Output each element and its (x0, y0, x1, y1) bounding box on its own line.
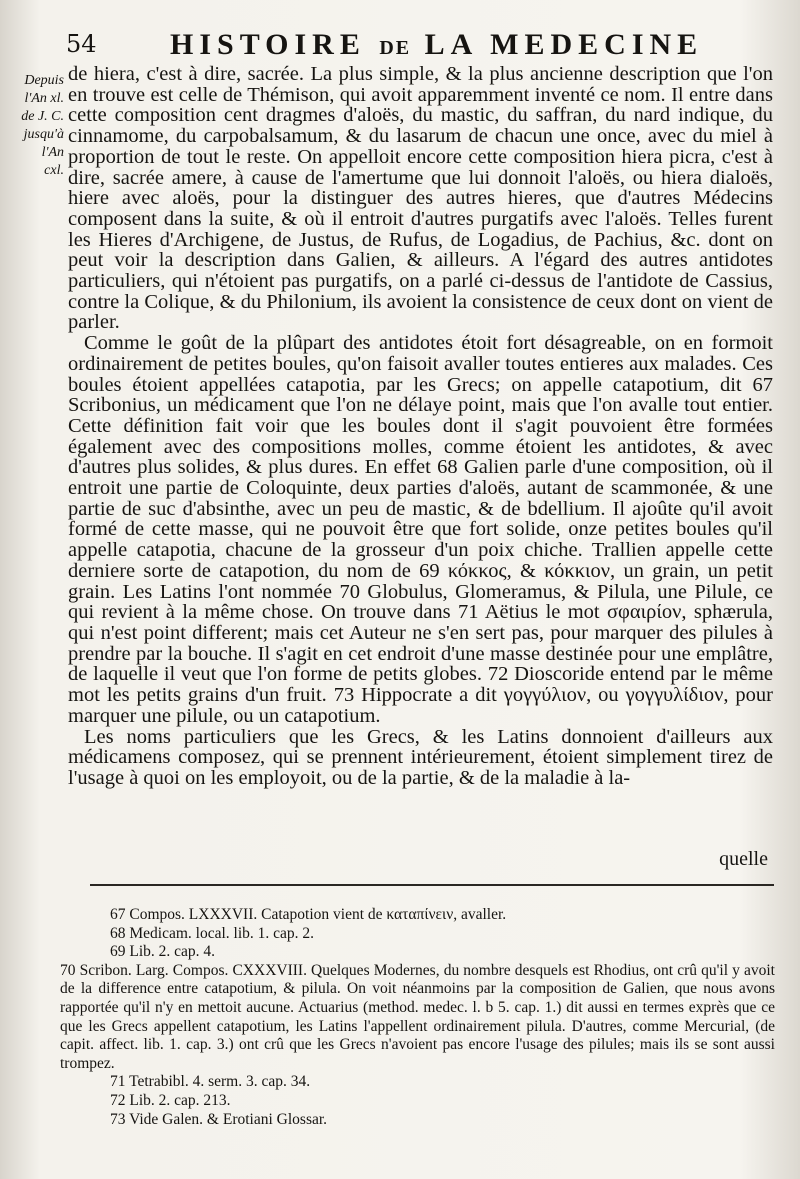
marginal-note-line: l'An (41, 145, 64, 160)
catchword: quelle (719, 848, 768, 870)
body-paragraph: Les noms particuliers que les Grecs, & les Latins donnoient d'ailleurs aux médicamens composez, qui se prennent intérieurement, étoient simplement tirez de l'usage à quoi on les employoit, ou de la partie, & de la maladie à la- (68, 725, 773, 789)
footnote: 69 Lib. 2. cap. 4. (110, 943, 216, 961)
running-title-part2: LA MEDECINE (424, 28, 704, 61)
marginal-note-line: de J. C. (21, 109, 64, 124)
footnote: 67 Compos. LXXXVII. Catapotion vient de καταπίνειν, avaller. (110, 906, 507, 923)
footnote: 70 Scribon. Larg. Compos. CXXXVIII. Quelques Modernes, du nombre desquels est Rhodius, ont crû qu'il y avoit de la difference entre catapotium, & pilula. On voit néanmoins par la composition de Galien, que nous avons rapportée qu'il n'y en mettoit aucune. Actuarius (method. medec. l. b 5. cap. 1.) dit aussi en termes exprès que ce que les Grecs appellent catapotium, les Latins l'appellent ordinairement pilula. D'autres, comme Mercurial, (de capit. affect. lib. 1. cap. 3.) ont crû que les Grecs n'avoient pas encore l'usage des pilules; mais ils se sont aussi trompez. (60, 961, 775, 1072)
footnote-divider (90, 884, 774, 886)
running-title (170, 28, 703, 62)
marginal-note-line: l'An xl. (24, 91, 64, 106)
running-title-small: DE (379, 37, 412, 59)
marginal-note (2, 72, 64, 180)
marginal-note-line: Depuis (24, 73, 64, 88)
footnote: 71 Tetrabibl. 4. serm. 3. cap. 34. (110, 1073, 311, 1091)
footnotes (60, 906, 775, 1129)
page-number: 54 (66, 30, 97, 58)
footnote: 72 Lib. 2. cap. 213. (110, 1091, 231, 1109)
footnote: 73 Vide Galen. & Erotiani Glossar. (110, 1110, 328, 1128)
footnote: 68 Medicam. local. lib. 1. cap. 2. (110, 924, 315, 942)
page-header (60, 28, 760, 68)
marginal-note-line: jusqu'à (23, 127, 64, 142)
marginal-note-line: cxl. (44, 163, 64, 178)
main-text (68, 64, 773, 789)
running-title-part1: HISTOIRE (170, 28, 366, 61)
body-paragraph: de hiera, c'est à dire, sacrée. La plus simple, & la plus ancienne description que l'on en trouve est celle de Thémison, qui avoit apparemment inventé ce nom. Il entre dans cette composition cent dragmes d'aloës, du mastic, du saffran, du nard indique, du cinnamome, du carpobalsamum, & du lasarum de chacun une once, avec du miel à proportion de tout le reste. On appelloit encore cette composition hiera picra, c'est à dire, sacrée amere, à cause de l'amertume que lui donnoit l'aloës, ou hiera dialoës, hiere avec aloës, pour la distinguer des autres hieres, que d'autres Médecins composent dans la suite, & où il entroit d'autres purgatifs avec l'aloës. Telles furent les Hieres d'Archigene, de Justus, de Rufus, de Logadius, de Pachius, &c. dont on peut voir la description dans Galien, & ailleurs. A l'égard des autres antidotes particuliers, qui n'étoient pas purgatifs, on a parlé ci-dessus de l'antidote de Cassius, contre la Colique, & du Philonium, ils avoient la consistence de ceux dont on vient de parler. (68, 63, 773, 334)
body-paragraph: Comme le goût de la plûpart des antidotes étoit fort désagreable, on en formoit ordinairement de petites boules, qu'on faisoit avaller toutes entieres aux malades. Ces boules étoient appellées catapotia, par les Grecs; on appelle catapotium, dit 67 Scribonius, un médicament que l'on ne délaye point, mais que l'on avalle tout entier. Cette définition fait voir que les boules dont il s'agit pouvoient être formées également avec des compositions molles, comme étoient les antidotes, & avec d'autres plus solides, & plus dures. En effet 68 Galien parle d'une composition, où il entroit une partie de Coloquinte, deux parties d'aloës, autant de scammonée, & une partie de suc d'absinthe, avec un peu de mastic, & de bdellium. Il ajoûte qu'il avoit formé de cette masse, qui ne pouvoit être que fort solide, onze petites boules qu'il appelle catapotia, chacune de la grosseur d'un poix chiche. Trallien appelle cette derniere sorte de catapotion, du nom de 69 κόκκος, & κόκκιον, un grain, un petit grain. Les Latins l'ont nommée 70 Globulus, Glomeramus, & Pilula, une Pilule, ce qui revient à la même chose. On trouve dans 71 Aëtius le mot σφαιρίον, sphærula, qui n'est point different; mais cet Auteur ne s'en sert pas, pour marquer des pilules à prendre par la bouche. Il s'agit en cet endroit d'une masse destinée pour une emplâtre, de laquelle il veut que l'on forme de petits globes. 72 Dioscoride entend par le même mot les petits grains d'un fruit. 73 Hippocrate a dit γογγύλιον, ou γογγυλίδιον, pour marquer une pilule, ou un catapotium. (68, 332, 773, 727)
